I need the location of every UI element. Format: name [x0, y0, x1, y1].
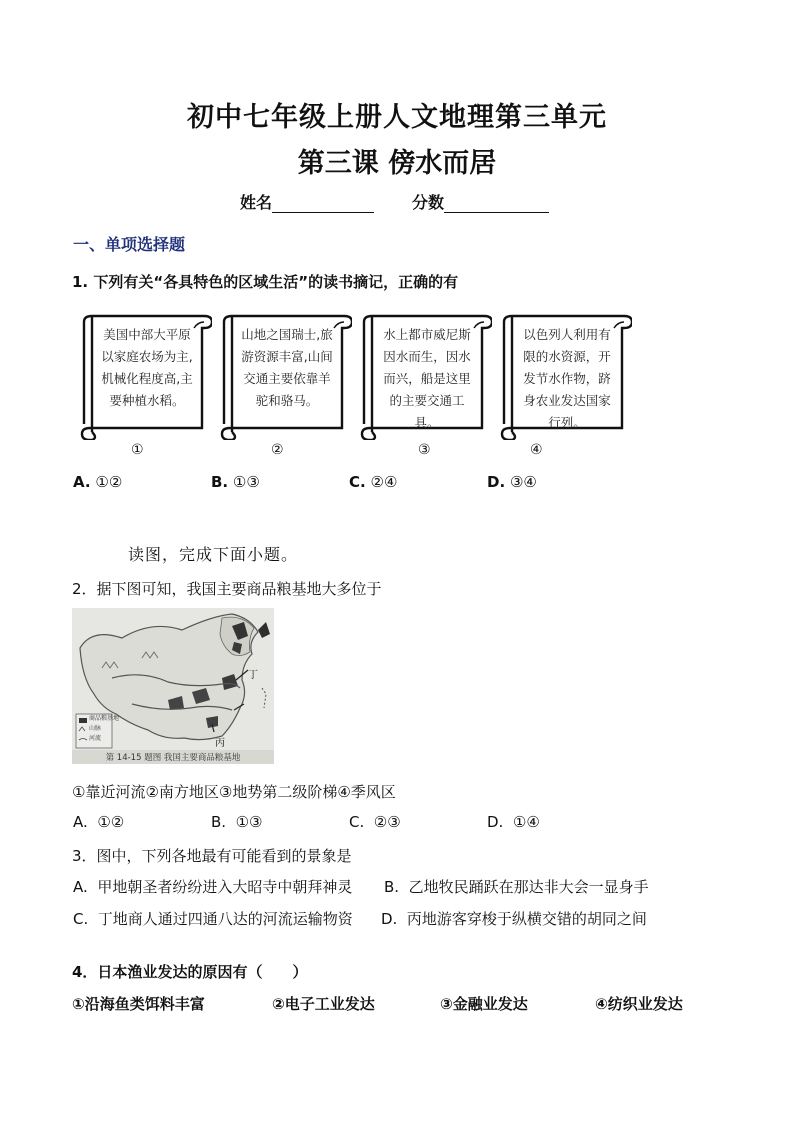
card-number-4: ④ — [530, 442, 543, 458]
map-label-ding: 丁 — [248, 670, 258, 681]
question-3-stem: 3．图中，下列各地最有可能看到的景象是 — [72, 847, 352, 865]
q2-option-b[interactable] — [211, 813, 263, 831]
map-caption: 第 14-15 题图 我国主要商品粮基地 — [105, 753, 241, 763]
option-text: 甲地朝圣者纷纷进入大昭寺中朝拜神灵 — [97, 878, 353, 896]
scroll-card-2 — [220, 308, 352, 440]
q3-option-d[interactable] — [381, 908, 647, 929]
option-letter: B. — [211, 473, 229, 491]
option-letter: B. — [211, 813, 227, 831]
option-letter: A. — [73, 813, 88, 831]
option-text: ②③ — [373, 813, 401, 831]
scroll-card-3 — [360, 308, 492, 440]
option-letter: A. — [73, 878, 88, 896]
card-number-2: ② — [271, 442, 284, 458]
option-letter: C. — [73, 910, 89, 928]
q2-option-d[interactable] — [487, 813, 540, 831]
name-blank — [272, 194, 374, 213]
map-label-bing: 丙 — [215, 738, 225, 749]
option-text: ①③ — [235, 813, 263, 831]
reading-intro: 读图，完成下面小题。 — [128, 545, 299, 564]
option-letter: D. — [487, 813, 504, 831]
score-blank — [444, 194, 549, 213]
legend-item: 商品粮基地 — [89, 715, 120, 722]
option-text: ②④ — [370, 473, 398, 491]
q4-statement-1: ①沿海鱼类饵料丰富 — [72, 995, 205, 1013]
section-heading: 一、单项选择题 — [73, 235, 186, 254]
q1-option-a[interactable] — [73, 473, 122, 491]
q4-statement-4: ④纺织业发达 — [595, 995, 683, 1013]
option-text: 丁地商人通过四通八达的河流运输物资 — [97, 910, 353, 928]
card-number-3: ③ — [418, 442, 431, 458]
map-legend — [89, 714, 119, 744]
option-text: 乙地牧民踊跃在那达非大会一显身手 — [408, 878, 649, 896]
question-2-statements: ①靠近河流②南方地区③地势第二级阶梯④季风区 — [72, 783, 396, 801]
scroll-card-4 — [500, 308, 632, 440]
legend-item: 河流 — [89, 735, 102, 742]
q2-option-a[interactable] — [73, 813, 124, 831]
q1-option-d[interactable] — [487, 473, 537, 491]
option-letter: D. — [487, 473, 506, 491]
option-text: ①③ — [232, 473, 260, 491]
q3-option-c[interactable] — [73, 908, 353, 929]
page-subtitle: 第三课 傍水而居 — [297, 148, 497, 179]
option-letter: C. — [349, 473, 366, 491]
scroll-card-1 — [80, 308, 212, 440]
option-letter: C. — [349, 813, 365, 831]
legend-item: 山脉 — [89, 725, 102, 732]
scroll-card-text: 以色列人利用有限的水资源，开发节水作物，跻身农业发达国家行列。 — [523, 327, 611, 430]
card-number-1: ① — [131, 442, 144, 458]
scroll-card-text: 山地之国瑞士,旅游资源丰富,山间交通主要依靠羊驼和骆马。 — [241, 327, 333, 408]
question-4-stem: 4．日本渔业发达的原因有（ ） — [72, 963, 308, 981]
china-grain-base-map — [72, 608, 274, 764]
q1-option-b[interactable] — [211, 473, 260, 491]
q1-option-c[interactable] — [349, 473, 397, 491]
q4-statement-3: ③金融业发达 — [440, 995, 528, 1013]
scroll-card-text: 美国中部大平原以家庭农场为主,机械化程度高,主要种植水稻。 — [101, 327, 193, 408]
q4-statement-2: ②电子工业发达 — [272, 995, 375, 1013]
option-text: ①④ — [512, 813, 540, 831]
question-1-stem: 1. 下列有关“各具特色的区域生活”的读书摘记，正确的有 — [72, 273, 459, 291]
q2-option-c[interactable] — [349, 813, 401, 831]
option-letter: B. — [384, 878, 400, 896]
option-letter: A. — [73, 473, 91, 491]
q3-option-a[interactable] — [73, 876, 352, 897]
name-score-line — [240, 190, 549, 213]
option-text: 丙地游客穿梭于纵横交错的胡同之间 — [406, 910, 647, 928]
option-text: ③④ — [509, 473, 537, 491]
q3-option-b[interactable] — [384, 876, 649, 897]
option-letter: D. — [381, 910, 398, 928]
page-title: 初中七年级上册人文地理第三单元 — [187, 102, 607, 133]
name-label: 姓名 — [240, 193, 273, 212]
question-2-stem: 2．据下图可知，我国主要商品粮基地大多位于 — [72, 580, 382, 598]
option-text: ①② — [97, 813, 125, 831]
score-label: 分数 — [412, 193, 445, 212]
scroll-card-text: 水上都市威尼斯因水而生，因水而兴，船是这里的主要交通工具。 — [383, 327, 471, 430]
option-text: ①② — [95, 473, 123, 491]
